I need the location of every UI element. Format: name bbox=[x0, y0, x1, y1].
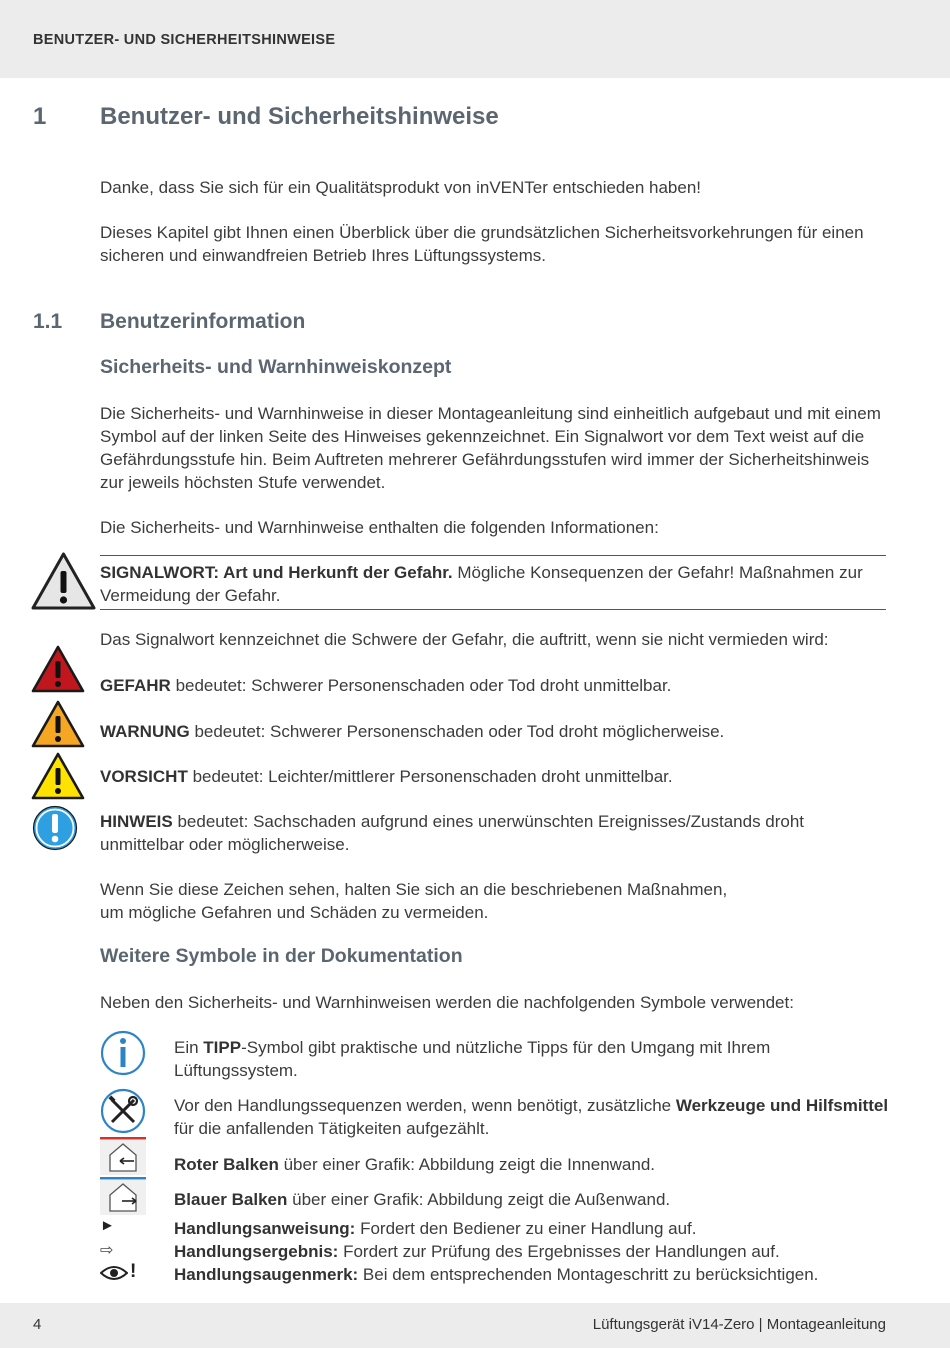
eye-icon bbox=[100, 1265, 128, 1281]
signalword-box-text bbox=[100, 561, 890, 607]
result-text bbox=[174, 1240, 890, 1263]
warnung-text: bedeutet: Schwerer Personenschaden oder Tod droht möglicherweise. bbox=[189, 722, 725, 741]
tipp-bold: TIPP bbox=[203, 1038, 242, 1057]
red-bar-bold: Roter Balken bbox=[174, 1155, 279, 1174]
tools-bold: Werkzeuge und Hilfsmittel bbox=[675, 1096, 889, 1115]
section-title: Benutzer- und Sicherheitshinweise bbox=[100, 103, 499, 130]
safety-concept-heading: Sicherheits- und Warnhinweiskonzept bbox=[100, 356, 452, 378]
hinweis-line bbox=[100, 810, 890, 856]
caution-icon bbox=[31, 752, 85, 800]
step-bold: Handlungsanweisung: bbox=[174, 1219, 356, 1238]
attention-text bbox=[174, 1263, 890, 1286]
tools-icon bbox=[100, 1088, 146, 1134]
subsection-title: Benutzerinformation bbox=[100, 310, 306, 333]
step-text bbox=[174, 1217, 890, 1240]
warning-icon bbox=[31, 700, 85, 748]
tipp-pre: Ein bbox=[174, 1038, 204, 1057]
warnung-word: WARNUNG bbox=[100, 722, 190, 741]
gefahr-text: bedeutet: Schwerer Personenschaden oder Tod droht unmittelbar. bbox=[170, 676, 672, 695]
red-bar-text bbox=[174, 1153, 890, 1176]
house-inner-icon bbox=[100, 1137, 146, 1175]
attention-bold: Handlungsaugenmerk: bbox=[174, 1265, 359, 1284]
signalword-intro: Das Signalwort kennzeichnet die Schwere der Gefahr, die auftritt, wenn sie nicht vermieden wird: bbox=[100, 630, 829, 649]
vorsicht-text: bedeutet: Leichter/mittlerer Personenschaden droht unmittelbar. bbox=[187, 767, 673, 786]
gefahr-line bbox=[100, 674, 890, 697]
overview-paragraph: Dieses Kapitel gibt Ihnen einen Überblick über die grundsätzlichen Sicherheitsvorkehrungen für einen sicheren und einwandfreien Betrieb Ihres Lüftungssystems. bbox=[100, 223, 864, 265]
section-number: 1 bbox=[33, 103, 47, 130]
further-symbols-heading: Weitere Symbole in der Dokumentation bbox=[100, 945, 463, 967]
house-outer-icon bbox=[100, 1177, 146, 1215]
signs-note-line2: um mögliche Gefahren und Schäden zu vermeiden. bbox=[100, 903, 489, 922]
notice-icon bbox=[32, 805, 78, 851]
vorsicht-word: VORSICHT bbox=[100, 767, 188, 786]
safety-concept-paragraph: Die Sicherheits- und Warnhinweise in dieser Montageanleitung sind einheitlich aufgebaut und mit einem Symbol auf der linken Seite des Hinweises gekennzeichnet. Ein Signalwort vor dem Text weist auf die Gefährdungsstufe hin. Beim Auftreten mehrerer Gefährdungsstufen wird immer der Sicherheitshinweis zur jeweils höchsten Stufe verwendet. bbox=[100, 404, 881, 492]
red-bar-rest: über einer Grafik: Abbildung zeigt die Innenwand. bbox=[278, 1155, 656, 1174]
step-rest: Fordert den Bediener zu einer Handlung auf. bbox=[355, 1219, 697, 1238]
result-symbol: ⇨ bbox=[100, 1242, 114, 1259]
result-rest: Fordert zur Prüfung des Ergebnisses der Handlungen auf. bbox=[338, 1242, 780, 1261]
danger-icon bbox=[31, 645, 85, 693]
hinweis-word: HINWEIS bbox=[100, 812, 173, 831]
blue-bar-rest: über einer Grafik: Abbildung zeigt die Außenwand. bbox=[287, 1190, 671, 1209]
gefahr-word: GEFAHR bbox=[100, 676, 171, 695]
signalword-box-bold: SIGNALWORT: Art und Herkunft der Gefahr. bbox=[100, 563, 453, 582]
box-bottom-rule bbox=[100, 609, 886, 610]
header-title: BENUTZER- UND SICHERHEITSHINWEISE bbox=[33, 32, 336, 48]
attention-rest: Bei dem entsprechenden Montageschritt zu berücksichtigen. bbox=[358, 1265, 819, 1284]
subsection-number: 1.1 bbox=[33, 310, 63, 333]
general-warning-icon bbox=[30, 551, 97, 611]
blue-bar-bold: Blauer Balken bbox=[174, 1190, 288, 1209]
tools-post: für die anfallenden Tätigkeiten aufgezählt. bbox=[174, 1119, 490, 1138]
attention-symbol: ! bbox=[130, 1261, 137, 1282]
box-top-rule bbox=[100, 555, 886, 556]
vorsicht-line bbox=[100, 765, 890, 788]
info-icon bbox=[100, 1030, 146, 1076]
intro-paragraph: Danke, dass Sie sich für ein Qualitätsprodukt von inVENTer entschieden haben! bbox=[100, 178, 702, 197]
page-number: 4 bbox=[33, 1316, 42, 1333]
footer-document-title: Lüftungsgerät iV14-Zero | Montageanleitung bbox=[592, 1316, 886, 1333]
step-symbol: ► bbox=[100, 1217, 115, 1234]
signalword-box-rest: Mögliche Konsequenzen der Gefahr! Maßnahmen zur Vermeidung der Gefahr. bbox=[100, 563, 863, 605]
safety-info-intro: Die Sicherheits- und Warnhinweise enthalten die folgenden Informationen: bbox=[100, 518, 659, 537]
signs-note-line1: Wenn Sie diese Zeichen sehen, halten Sie sich an die beschriebenen Maßnahmen, bbox=[100, 880, 728, 899]
warnung-line bbox=[100, 720, 890, 743]
hinweis-text: bedeutet: Sachschaden aufgrund eines unerwünschten Ereignisses/Zustands droht unmittelbar oder möglicherweise. bbox=[100, 812, 805, 854]
further-symbols-intro: Neben den Sicherheits- und Warnhinweisen werden die nachfolgenden Symbole verwendet: bbox=[100, 993, 794, 1012]
tools-text bbox=[174, 1094, 890, 1140]
tipp-text bbox=[174, 1036, 890, 1082]
blue-bar-text bbox=[174, 1188, 890, 1211]
tools-pre: Vor den Handlungssequenzen werden, wenn benötigt, zusätzliche bbox=[174, 1096, 676, 1115]
tipp-post: -Symbol gibt praktische und nützliche Tipps für den Umgang mit Ihrem Lüftungssystem. bbox=[174, 1038, 771, 1080]
result-bold: Handlungsergebnis: bbox=[174, 1242, 339, 1261]
